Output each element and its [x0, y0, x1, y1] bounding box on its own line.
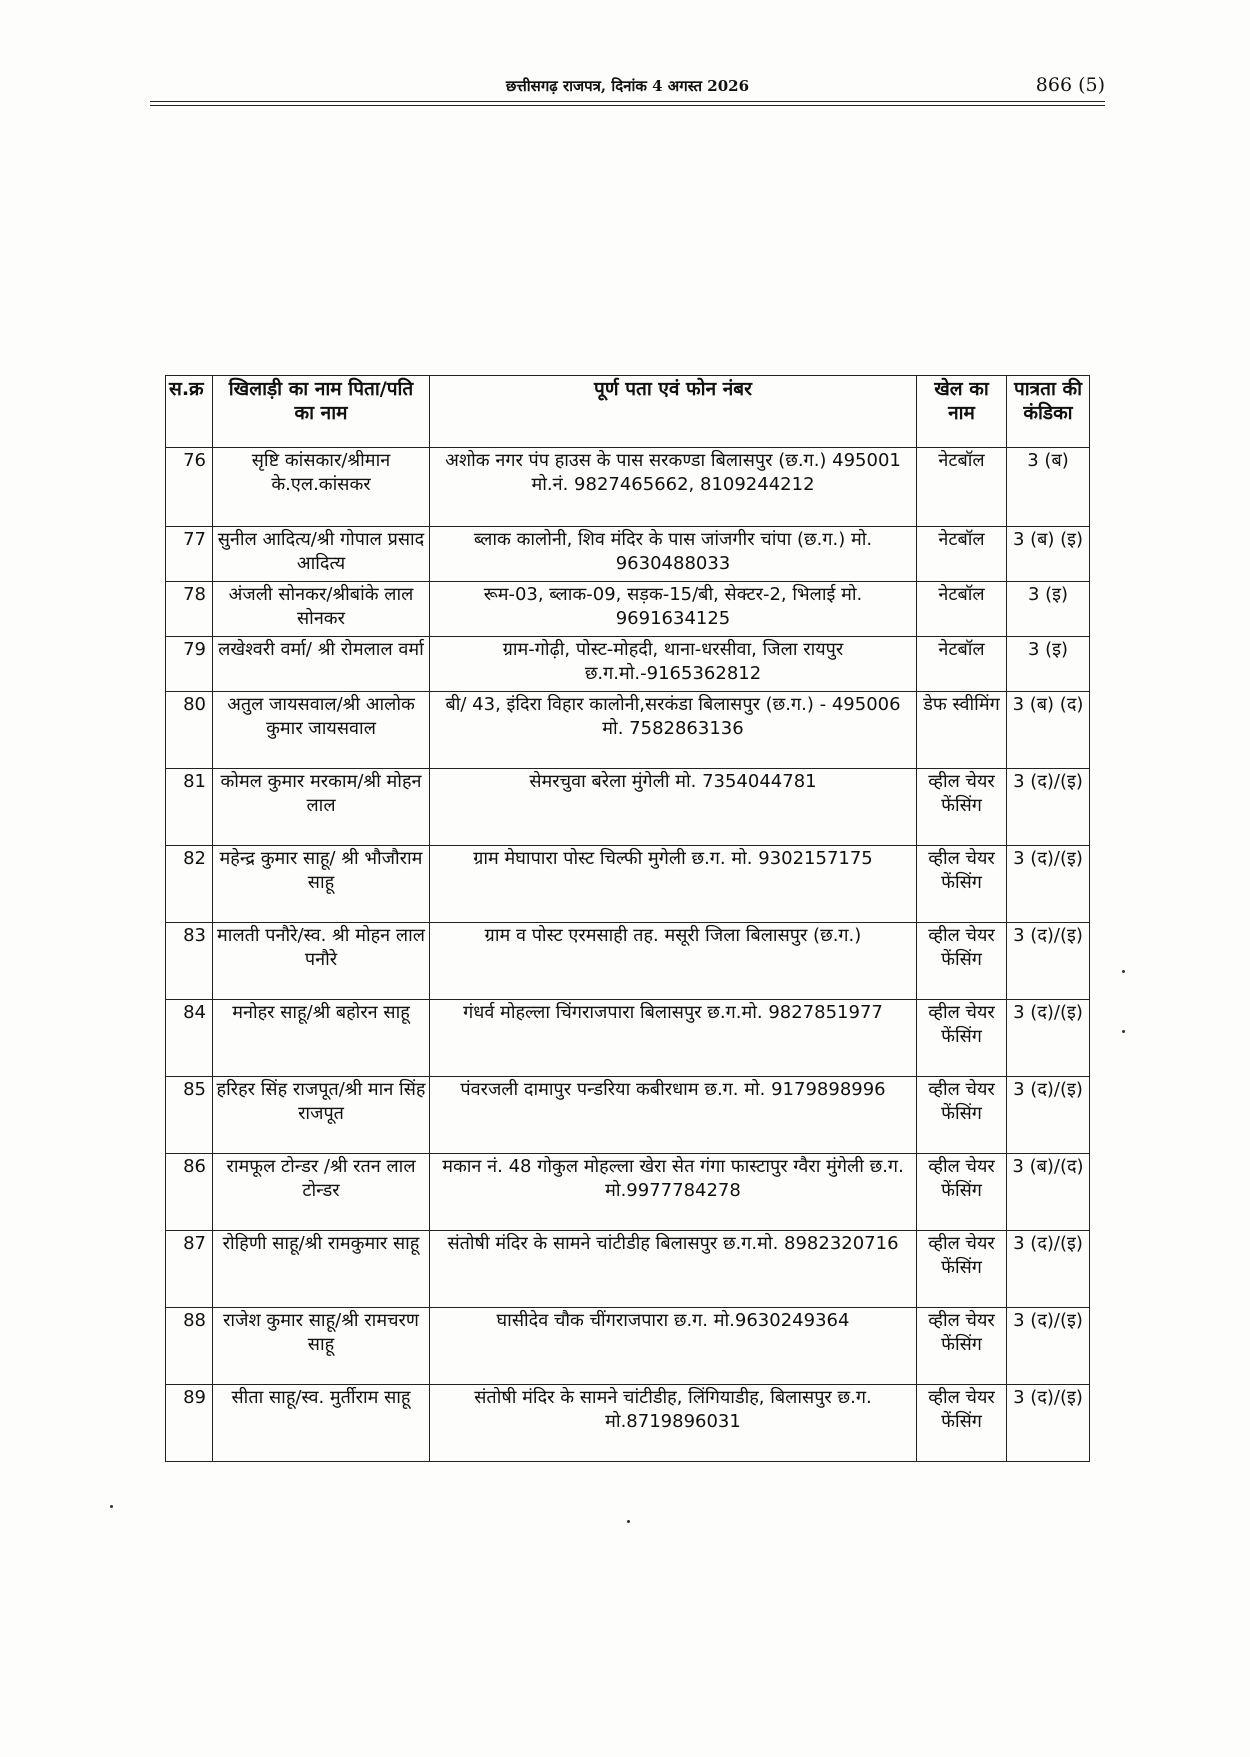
cell-eligibility: 3 (ब) (इ) [1007, 527, 1090, 582]
cell-serial-number: 76 [166, 448, 213, 527]
header-rule-secondary [150, 105, 1105, 106]
cell-address: सेमरचुवा बरेला मुंगेली मो. 7354044781 [430, 769, 917, 846]
gazette-title: छत्तीसगढ़ राजपत्र, दिनांक 4 अगस्त 2026 [505, 77, 750, 95]
cell-address: अशोक नगर पंप हाउस के पास सरकण्डा बिलासपुर (छ.ग.) 495001 मो.नं. 9827465662, 8109244212 [430, 448, 917, 527]
cell-sport: व्हील चेयर फेंसिंग [917, 1077, 1007, 1154]
table-header-row [166, 376, 1090, 448]
cell-player-name: हरिहर सिंह राजपूत/श्री मान सिंह राजपूत [213, 1077, 430, 1154]
cell-eligibility: 3 (द)/(इ) [1007, 846, 1090, 923]
table-row [166, 1154, 1090, 1231]
cell-sport: व्हील चेयर फेंसिंग [917, 846, 1007, 923]
cell-sport: व्हील चेयर फेंसिंग [917, 923, 1007, 1000]
scan-speck [627, 1520, 630, 1523]
cell-address: ग्राम मेघापारा पोस्ट चिल्फी मुगेली छ.ग. मो. 9302157175 [430, 846, 917, 923]
cell-eligibility: 3 (द)/(इ) [1007, 1308, 1090, 1385]
table-row [166, 769, 1090, 846]
cell-sport: व्हील चेयर फेंसिंग [917, 1000, 1007, 1077]
scan-speck [1122, 1030, 1125, 1033]
table-row [166, 692, 1090, 769]
cell-address: घासीदेव चौक चींगराजपारा छ.ग. मो.9630249364 [430, 1308, 917, 1385]
cell-player-name: सीता साहू/स्व. मुर्तीराम साहू [213, 1385, 430, 1462]
cell-sport: नेटबॉल [917, 448, 1007, 527]
scan-speck [1122, 970, 1125, 973]
cell-eligibility: 3 (द)/(इ) [1007, 1385, 1090, 1462]
cell-address: संतोषी मंदिर के सामने चांटीडीह बिलासपुर छ.ग.मो. 8982320716 [430, 1231, 917, 1308]
column-header-address: पूर्ण पता एवं फोन नंबर [430, 376, 917, 448]
cell-sport: व्हील चेयर फेंसिंग [917, 1231, 1007, 1308]
gazette-header [150, 74, 1105, 102]
cell-eligibility: 3 (द)/(इ) [1007, 1077, 1090, 1154]
cell-eligibility: 3 (द)/(इ) [1007, 1231, 1090, 1308]
cell-serial-number: 83 [166, 923, 213, 1000]
cell-serial-number: 80 [166, 692, 213, 769]
column-header-sport: खेल का नाम [917, 376, 1007, 448]
table-row [166, 1308, 1090, 1385]
table-row [166, 1077, 1090, 1154]
cell-address: गंधर्व मोहल्ला चिंगराजपारा बिलासपुर छ.ग.मो. 9827851977 [430, 1000, 917, 1077]
column-header-eligibility: पात्रता की कंडिका [1007, 376, 1090, 448]
cell-serial-number: 82 [166, 846, 213, 923]
cell-sport: व्हील चेयर फेंसिंग [917, 1308, 1007, 1385]
cell-player-name: महेन्द्र कुमार साहू/ श्री भौजौराम साहू [213, 846, 430, 923]
cell-player-name: रामफूल टोन्डर /श्री रतन लाल टोन्डर [213, 1154, 430, 1231]
table-row [166, 1000, 1090, 1077]
table-row [166, 1231, 1090, 1308]
page-number: 866 (5) [1035, 74, 1105, 96]
cell-address: पंवरजली दामापुर पन्डरिया कबीरधाम छ.ग. मो. 9179898996 [430, 1077, 917, 1154]
cell-sport: व्हील चेयर फेंसिंग [917, 769, 1007, 846]
cell-serial-number: 85 [166, 1077, 213, 1154]
cell-serial-number: 78 [166, 582, 213, 637]
cell-player-name: राजेश कुमार साहू/श्री रामचरण साहू [213, 1308, 430, 1385]
cell-serial-number: 77 [166, 527, 213, 582]
cell-serial-number: 89 [166, 1385, 213, 1462]
cell-address: बी/ 43, इंदिरा विहार कालोनी,सरकंडा बिलासपुर (छ.ग.) - 495006 मो. 7582863136 [430, 692, 917, 769]
cell-sport: डेफ स्वीमिंग [917, 692, 1007, 769]
players-table [165, 375, 1090, 1462]
cell-serial-number: 81 [166, 769, 213, 846]
cell-sport: व्हील चेयर फेंसिंग [917, 1385, 1007, 1462]
cell-address: ग्राम-गोढ़ी, पोस्ट-मोहदी, थाना-धरसीवा, जिला रायपुर छ.ग.मो.-9165362812 [430, 637, 917, 692]
cell-serial-number: 86 [166, 1154, 213, 1231]
header-rule [150, 101, 1105, 102]
cell-eligibility: 3 (ब)/(द) [1007, 1154, 1090, 1231]
cell-address: ग्राम व पोस्ट एरमसाही तह. मसूरी जिला बिलासपुर (छ.ग.) [430, 923, 917, 1000]
cell-player-name: अंजली सोनकर/श्रीबांके लाल सोनकर [213, 582, 430, 637]
cell-player-name: कोमल कुमार मरकाम/श्री मोहन लाल [213, 769, 430, 846]
table-row [166, 923, 1090, 1000]
cell-player-name: मालती पनौरे/स्व. श्री मोहन लाल पनौरे [213, 923, 430, 1000]
cell-sport: नेटबॉल [917, 637, 1007, 692]
cell-serial-number: 87 [166, 1231, 213, 1308]
table-row [166, 1385, 1090, 1462]
cell-serial-number: 79 [166, 637, 213, 692]
cell-address: ब्लाक कालोनी, शिव मंदिर के पास जांजगीर चांपा (छ.ग.) मो. 9630488033 [430, 527, 917, 582]
cell-address: रूम-03, ब्लाक-09, सड़क-15/बी, सेक्टर-2, भिलाई मो. 9691634125 [430, 582, 917, 637]
cell-player-name: सुनील आदित्य/श्री गोपाल प्रसाद आदित्य [213, 527, 430, 582]
cell-sport: नेटबॉल [917, 582, 1007, 637]
cell-eligibility: 3 (ब) (द) [1007, 692, 1090, 769]
table-row [166, 846, 1090, 923]
cell-eligibility: 3 (द)/(इ) [1007, 1000, 1090, 1077]
column-header-serial: स.क्र [166, 376, 213, 448]
cell-eligibility: 3 (द)/(इ) [1007, 923, 1090, 1000]
cell-address: मकान नं. 48 गोकुल मोहल्ला खेरा सेत गंगा फास्टापुर ग्वैरा मुंगेली छ.ग. मो.9977784278 [430, 1154, 917, 1231]
cell-address: संतोषी मंदिर के सामने चांटीडीह, लिंगियाडीह, बिलासपुर छ.ग. मो.8719896031 [430, 1385, 917, 1462]
cell-player-name: अतुल जायसवाल/श्री आलोक कुमार जायसवाल [213, 692, 430, 769]
cell-sport: नेटबॉल [917, 527, 1007, 582]
table-row [166, 637, 1090, 692]
table-row [166, 527, 1090, 582]
table-row [166, 582, 1090, 637]
cell-eligibility: 3 (ब) [1007, 448, 1090, 527]
scan-speck [110, 1505, 113, 1508]
table-row [166, 448, 1090, 527]
cell-player-name: मनोहर साहू/श्री बहोरन साहू [213, 1000, 430, 1077]
cell-player-name: रोहिणी साहू/श्री रामकुमार साहू [213, 1231, 430, 1308]
column-header-player: खिलाड़ी का नाम पिता/पति का नाम [213, 376, 430, 448]
cell-player-name: लखेश्वरी वर्मा/ श्री रोमलाल वर्मा [213, 637, 430, 692]
cell-eligibility: 3 (द)/(इ) [1007, 769, 1090, 846]
cell-sport: व्हील चेयर फेंसिंग [917, 1154, 1007, 1231]
cell-serial-number: 88 [166, 1308, 213, 1385]
cell-eligibility: 3 (इ) [1007, 637, 1090, 692]
cell-player-name: सृष्टि कांसकार/श्रीमान के.एल.कांसकर [213, 448, 430, 527]
cell-eligibility: 3 (इ) [1007, 582, 1090, 637]
cell-serial-number: 84 [166, 1000, 213, 1077]
